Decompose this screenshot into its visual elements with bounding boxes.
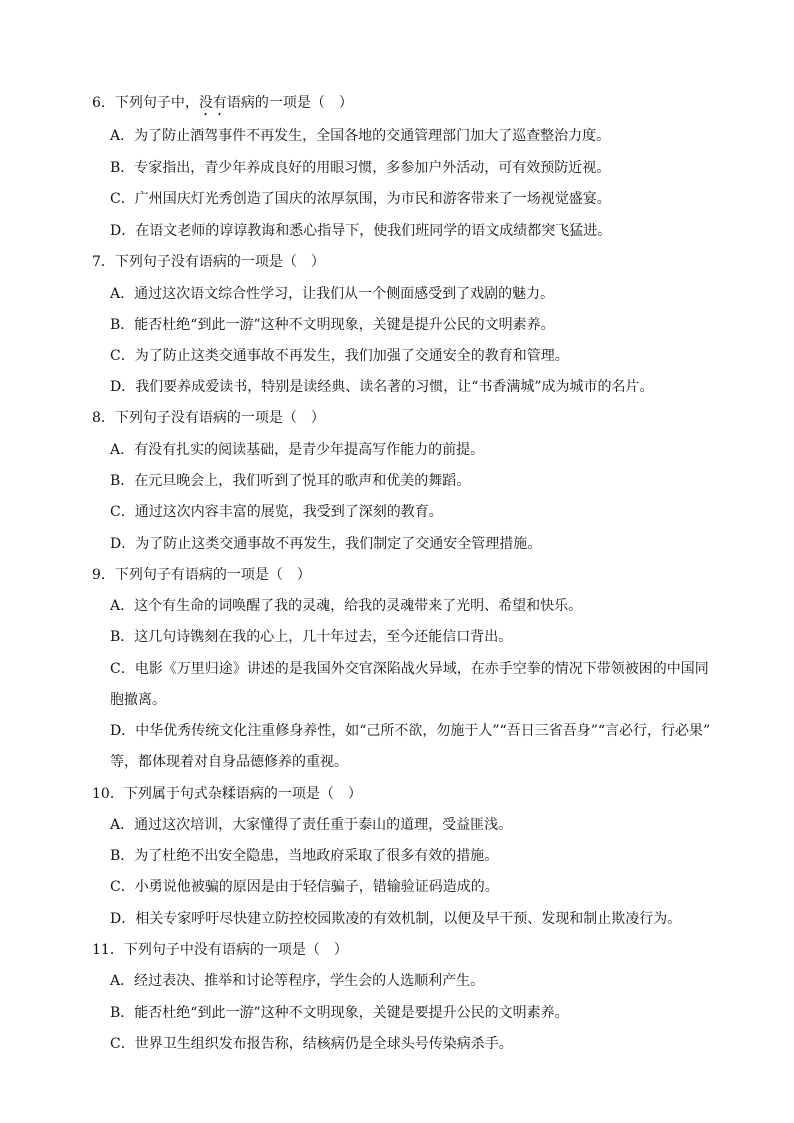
question-9-option-a: A．这个有生命的词唤醒了我的灵魂，给我的灵魂带来了光明、希望和快乐。	[110, 598, 583, 614]
question-6-stem: 6．下列句子中，没有语病的一项是（ ）	[92, 95, 353, 111]
question-7-option-d: D．我们要养成爱读书，特别是读经典、读名著的习惯，让“书香满城”成为城市的名片。	[110, 379, 654, 395]
question-6-option-d: D．在语文老师的谆谆教诲和悉心指导下，使我们班同学的语文成绩都突飞猛进。	[110, 223, 612, 239]
question-10-option-a: A．通过这次培训，大家懂得了责任重于泰山的道理，受益匪浅。	[110, 817, 513, 833]
question-11-option-c: C．世界卫生组织发布报告称，结核病仍是全球头号传染病杀手。	[110, 1036, 513, 1052]
question-11-option-a: A．经过表决、推举和讨论等程序，学生会的人选顺利产生。	[110, 973, 485, 989]
question-7-option-a: A．通过这次语文综合性学习，让我们从一个侧面感受到了戏剧的魅力。	[110, 286, 555, 302]
question-9-option-c-continued: 胞撤离。	[110, 692, 166, 708]
question-7-option-c: C．为了防止这类交通事故不再发生，我们加强了交通安全的教育和管理。	[110, 348, 569, 364]
question-10-option-d: D．相关专家呼吁尽快建立防控校园欺凌的有效机制，以便及早干预、发现和制止欺凌行为。	[110, 911, 682, 927]
question-7-stem: 7．下列句子没有语病的一项是（ ）	[92, 254, 325, 270]
question-9-option-b: B．这几句诗镌刻在我的心上，几十年过去，至今还能信口背出。	[110, 629, 513, 645]
question-9-option-c: C．电影《万里归途》讲述的是我国外交官深陷战火异域，在赤手空拳的情况下带领被困的中国同	[110, 661, 709, 677]
question-9-stem: 9．下列句子有语病的一项是（ ）	[92, 567, 311, 583]
question-9-option-d-continued: 等，都体现着对自身品德修养的重视。	[110, 754, 348, 770]
question-8-stem: 8．下列句子没有语病的一项是（ ）	[92, 410, 325, 426]
question-10-stem: 10．下列属于句式杂糅语病的一项是（ ）	[92, 786, 362, 802]
question-11-stem: 11．下列句子中没有语病的一项是（ ）	[92, 942, 348, 958]
question-8-option-a: A．有没有扎实的阅读基础，是青少年提高写作能力的前提。	[110, 442, 485, 458]
question-6-option-c: C．广州国庆灯光秀创造了国庆的浓厚氛围，为市民和游客带来了一场视觉盛宴。	[110, 191, 611, 207]
question-6-option-a: A．为了防止酒驾事件不再发生，全国各地的交通管理部门加大了巡查整治力度。	[110, 128, 611, 144]
question-8-option-c: C．通过这次内容丰富的展览，我受到了深刻的教育。	[110, 504, 443, 520]
question-10-option-c: C．小勇说他被骗的原因是由于轻信骗子，错输验证码造成的。	[110, 879, 499, 895]
question-7-option-b: B．能否杜绝“到此一游”这种不文明现象，关键是提升公民的文明素养。	[110, 317, 555, 333]
question-10-option-b: B．为了杜绝不出安全隐患，当地政府采取了很多有效的措施。	[110, 848, 499, 864]
emphasis-text: 没有	[198, 95, 227, 111]
question-8-option-b: B．在元旦晚会上，我们听到了悦耳的歌声和优美的舞蹈。	[110, 473, 471, 489]
question-6-option-b: B．专家指出，青少年养成良好的用眼习惯，多参加户外活动，可有效预防近视。	[110, 160, 611, 176]
question-11-option-b: B．能否杜绝“到此一游”这种不文明现象，关键是要提升公民的文明素养。	[110, 1005, 569, 1021]
question-8-option-d: D．为了防止这类交通事故不再发生，我们制定了交通安全管理措施。	[110, 536, 542, 552]
question-9-option-d: D．中华优秀传统文化注重修身养性，如“己所不欲，勿施于人”“吾日三省吾身”“言必行，行必果”	[110, 723, 711, 739]
